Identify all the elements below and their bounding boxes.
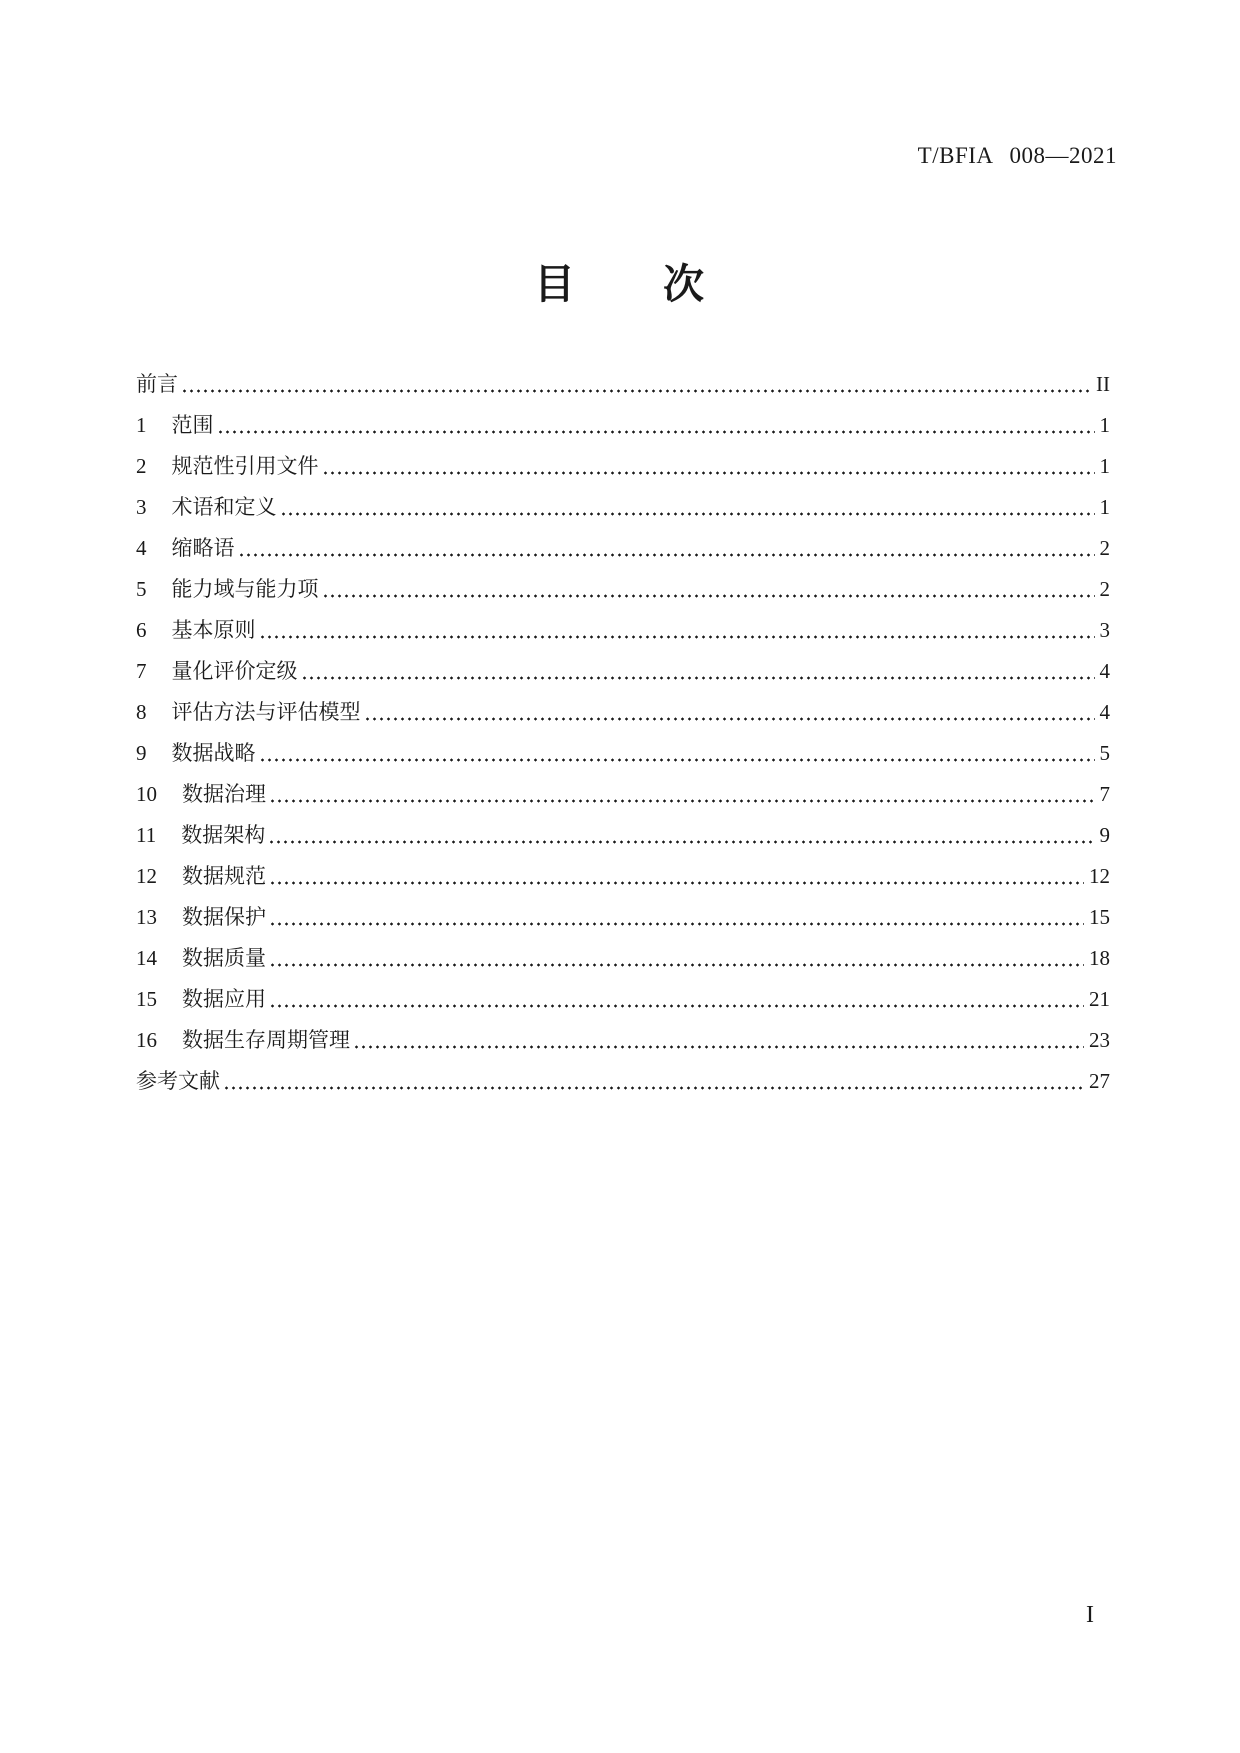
toc-entry-page-number: 3 xyxy=(1099,618,1110,642)
toc-row xyxy=(136,1020,1110,1061)
dotted-leader xyxy=(269,979,1084,1020)
toc-entry-title: 参考文献 xyxy=(136,1069,220,1093)
toc-entry-title: 数据保护 xyxy=(182,905,266,929)
toc-entry-title: 量化评价定级 xyxy=(171,659,298,683)
toc-entry-title: 数据战略 xyxy=(171,741,256,765)
toc-entry-page-number: 5 xyxy=(1099,741,1110,765)
dotted-leader xyxy=(269,897,1084,938)
toc-row xyxy=(136,446,1110,487)
toc-row xyxy=(136,897,1110,938)
toc-row xyxy=(136,405,1110,446)
dotted-leader xyxy=(301,651,1095,692)
toc-entry-number: 2 xyxy=(136,454,147,478)
toc-entry-title: 能力域与能力项 xyxy=(171,577,319,601)
toc-entry-page-number: 18 xyxy=(1089,946,1110,970)
dotted-leader xyxy=(364,692,1095,733)
dotted-leader xyxy=(223,1061,1084,1102)
toc-entry-page-number: II xyxy=(1096,372,1110,396)
toc-list xyxy=(136,364,1110,1102)
toc-row xyxy=(136,938,1110,979)
toc-row xyxy=(136,610,1110,651)
dotted-leader xyxy=(259,733,1095,774)
toc-row xyxy=(136,528,1110,569)
toc-entry-page-number: 2 xyxy=(1099,577,1110,601)
toc-entry-title: 规范性引用文件 xyxy=(171,454,319,478)
toc-entry-title: 基本原则 xyxy=(171,618,256,642)
standard-code: T/BFIA 008—2021 xyxy=(917,143,1117,168)
toc-entry-number: 13 xyxy=(136,905,157,929)
dotted-leader xyxy=(181,364,1091,405)
page-title: 目 次 xyxy=(534,261,706,307)
toc-entry-title: 术语和定义 xyxy=(171,495,277,519)
toc-row xyxy=(136,364,1110,405)
toc-entry-page-number: 21 xyxy=(1089,987,1110,1011)
toc-entry-page-number: 7 xyxy=(1099,782,1110,806)
toc-entry-number: 6 xyxy=(136,618,147,642)
toc-entry-number: 8 xyxy=(136,700,147,724)
dotted-leader xyxy=(322,569,1095,610)
toc-entry-page-number: 27 xyxy=(1089,1069,1110,1093)
dotted-leader xyxy=(322,446,1095,487)
toc-entry-title: 缩略语 xyxy=(171,536,235,560)
dotted-leader xyxy=(259,610,1095,651)
toc-entry-number: 11 xyxy=(136,823,157,847)
toc-entry-title: 评估方法与评估模型 xyxy=(171,700,361,724)
toc-entry-title: 范围 xyxy=(171,413,214,437)
toc-entry-page-number: 12 xyxy=(1089,864,1110,888)
toc-row xyxy=(136,979,1110,1020)
toc-row xyxy=(136,774,1110,815)
dotted-leader xyxy=(353,1020,1084,1061)
toc-entry-title: 数据生存周期管理 xyxy=(182,1028,350,1052)
dotted-leader xyxy=(217,405,1095,446)
toc-row xyxy=(136,856,1110,897)
toc-entry-page-number: 1 xyxy=(1099,413,1110,437)
dotted-leader xyxy=(269,774,1095,815)
toc-entry-page-number: 2 xyxy=(1099,536,1110,560)
toc-row xyxy=(136,569,1110,610)
toc-entry-page-number: 1 xyxy=(1099,495,1110,519)
dotted-leader xyxy=(269,938,1084,979)
toc-row xyxy=(136,1061,1110,1102)
dotted-leader xyxy=(238,528,1095,569)
toc-row xyxy=(136,815,1110,856)
toc-entry-title: 前言 xyxy=(136,372,178,396)
toc-entry-page-number: 1 xyxy=(1099,454,1110,478)
toc-entry-page-number: 4 xyxy=(1099,659,1110,683)
toc-entry-title: 数据应用 xyxy=(182,987,266,1011)
toc-entry-number: 12 xyxy=(136,864,157,888)
dotted-leader xyxy=(280,487,1095,528)
toc-entry-title: 数据质量 xyxy=(182,946,266,970)
toc-entry-title: 数据治理 xyxy=(182,782,266,806)
toc-entry-number: 14 xyxy=(136,946,157,970)
toc-entry-number: 15 xyxy=(136,987,157,1011)
dotted-leader xyxy=(268,815,1094,856)
toc-entry-page-number: 15 xyxy=(1089,905,1110,929)
toc-row xyxy=(136,487,1110,528)
toc-entry-number: 9 xyxy=(136,741,147,765)
footer-page-number: I xyxy=(1086,1602,1094,1628)
toc-entry-number: 4 xyxy=(136,536,147,560)
toc-row xyxy=(136,692,1110,733)
toc-entry-number: 7 xyxy=(136,659,147,683)
toc-entry-number: 10 xyxy=(136,782,157,806)
toc-entry-page-number: 4 xyxy=(1099,700,1110,724)
toc-entry-page-number: 23 xyxy=(1089,1028,1110,1052)
toc-entry-title: 数据规范 xyxy=(182,864,266,888)
toc-entry-number: 5 xyxy=(136,577,147,601)
toc-entry-number: 16 xyxy=(136,1028,157,1052)
toc-entry-page-number: 9 xyxy=(1099,823,1110,847)
toc-row xyxy=(136,651,1110,692)
toc-entry-number: 1 xyxy=(136,413,147,437)
toc-row xyxy=(136,733,1110,774)
toc-entry-title: 数据架构 xyxy=(181,823,266,847)
dotted-leader xyxy=(269,856,1084,897)
toc-entry-number: 3 xyxy=(136,495,147,519)
